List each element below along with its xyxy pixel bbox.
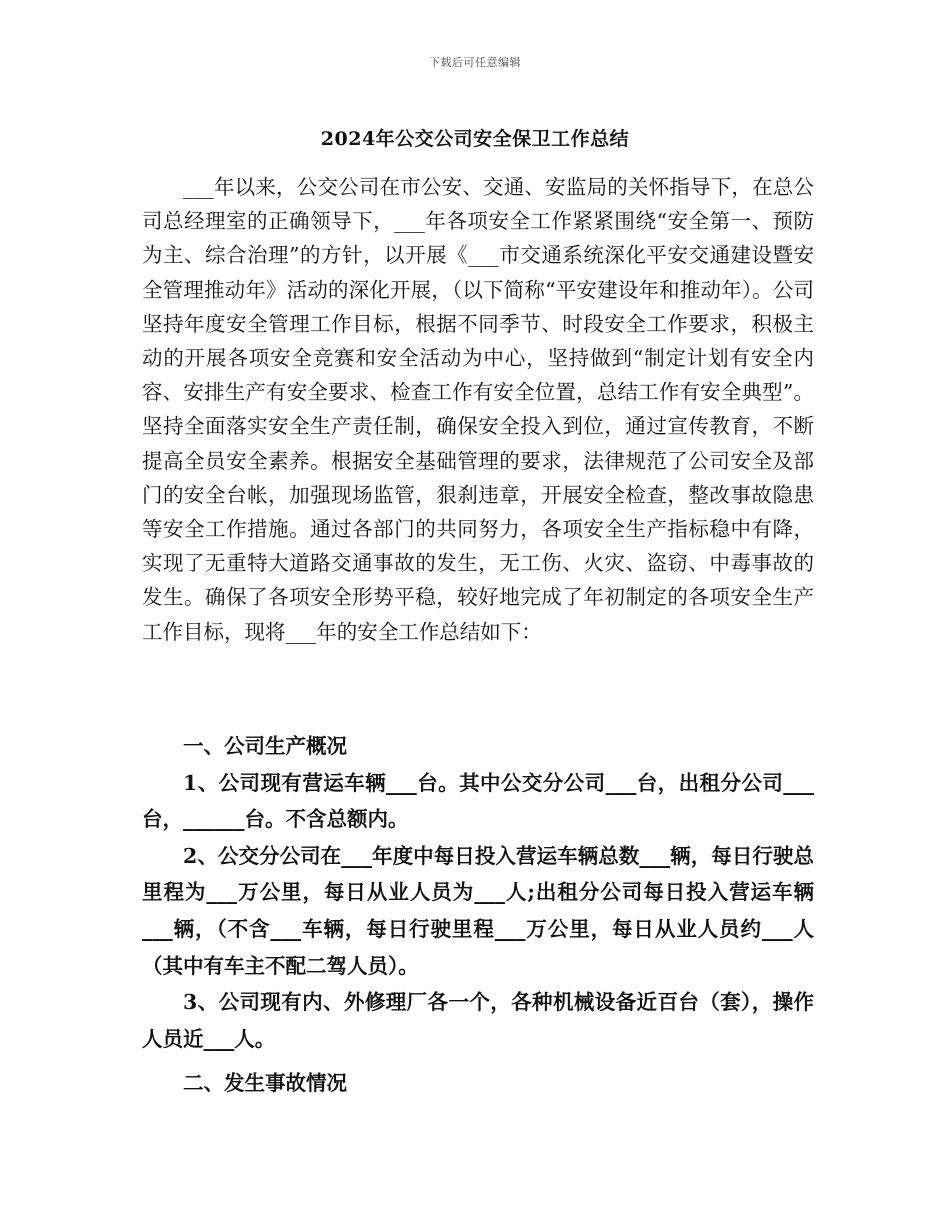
section-1-item-3: 3、公司现有内、外修理厂各一个，各种机械设备近百台（套），操作人员近___人。 [142,990,814,1051]
section-1-item-2: 2、公交分公司在___年度中每日投入营运车辆总数___辆，每日行驶总里程为___万公里，每日从业人员为___人;出租分公司每日投入营运车辆___辆，（不含___车辆，每日行驶里程___万公里，每日从业人员约___人（其中有车主不配二驾人员）。 [142,843,814,978]
intro-paragraph: ___年以来，公交公司在市公安、交通、安监局的关怀指导下，在总公司总经理室的正确领导下，___年各项安全工作紧紧围绕“安全第一、预防为主、综合治理”的方针，以开展《___市交通系统深化平安交通建设暨安全管理推动年》活动的深化开展，（以下简称“平安建设年和推动年）。公司坚持年度安全管理工作目标，根据不同季节、时段安全工作要求，积极主动的开展各项安全竞赛和安全活动为中心，坚持做到“制定计划有安全内容、安排生产有安全要求、检查工作有安全位置，总结工作有安全典型”。坚持全面落实安全生产责任制，确保安全投入到位，通过宣传教育，不断提高全员安全素养。根据安全基础管理的要求，法律规范了公司安全及部门的安全台帐，加强现场监管，狠刹违章，开展安全检查，整改事故隐患等安全工作措施。通过各部门的共同努力，各项安全生产指标稳中有降，实现了无重特大道路交通事故的发生，无工伤、火灾、盗窃、中毒事故的发生。确保了各项安全形势平稳，较好地完成了年初制定的各项安全生产工作目标，现将___年的安全工作总结如下： [142,175,814,644]
document-title: 2024年公交公司安全保卫工作总结 [320,128,630,150]
section-2-heading: 二、发生事故情况 [183,1071,347,1096]
section-1-item-1: 1、公司现有营运车辆___台。其中公交分公司___台，出租分公司___台，______台。不含总额内。 [142,770,814,832]
section-1-heading: 一、公司生产概况 [183,734,347,758]
header-note: 下载后可任意编辑 [429,56,521,69]
document-body [142,170,814,649]
sections [142,728,814,1102]
